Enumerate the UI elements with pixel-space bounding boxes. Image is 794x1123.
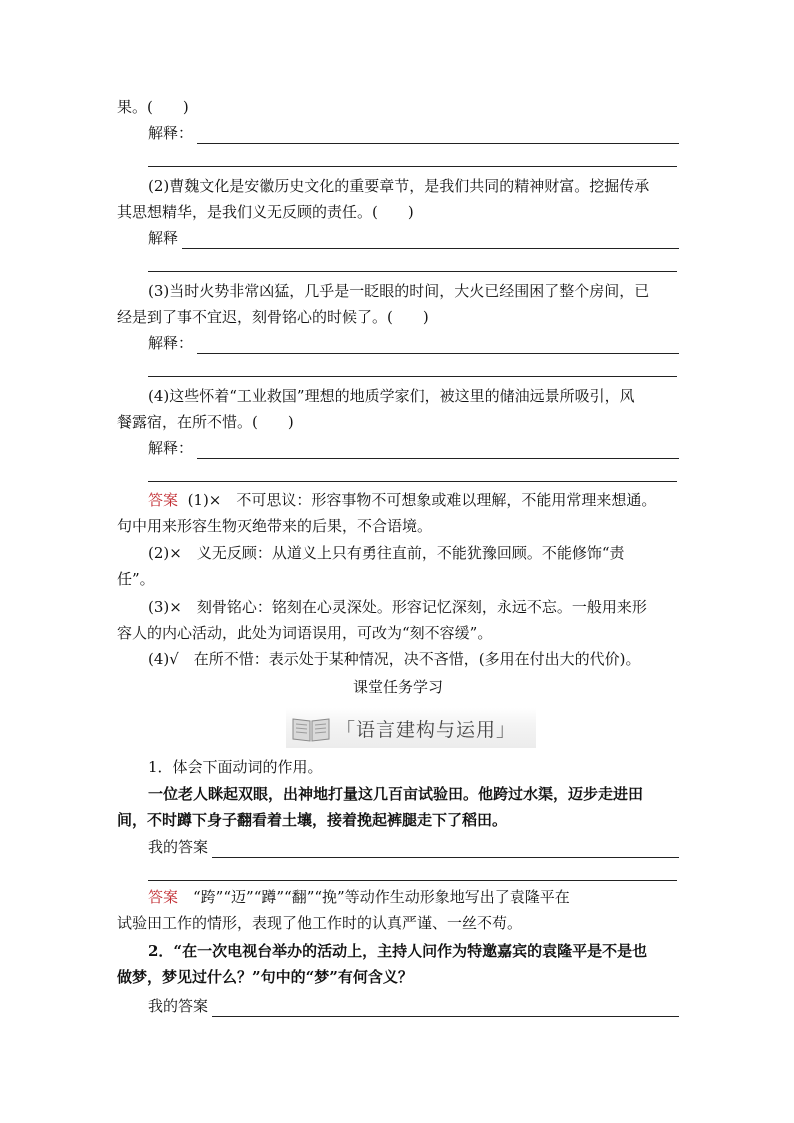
- answer-1-line2: 句中用来形容生物灭绝带来的后果，不合语境。: [117, 517, 433, 535]
- task1-my-answer-row: [148, 836, 679, 858]
- q3-line1: (3)当时火势非常凶猛，几乎是一眨眼的时间，大火已经围困了整个房间，已: [148, 282, 650, 300]
- task1-answer-line2: 试验田工作的情形，表现了他工作时的认真严谨、一丝不苟。: [117, 914, 523, 932]
- q3-line2: 经是到了事不宜迟，刻骨铭心的时候了。( ): [117, 308, 429, 326]
- answer-blank-line[interactable]: [182, 232, 679, 249]
- task1-text-line2: 间，不时蹲下身子翻看着土壤，接着挽起裤腿走下了稻田。: [117, 811, 508, 829]
- explain-label: 解释：: [148, 124, 194, 142]
- task1-title: 1．体会下面动词的作用。: [148, 758, 323, 776]
- explain-label: 解释: [148, 229, 179, 247]
- answer-2-line1: (2)× 义无反顾：从道义上只有勇往直前，不能犹豫回顾。不能修饰“责: [148, 544, 625, 562]
- task2-question-line1: 2．“在一次电视台举办的活动上，主持人问作为特邀嘉宾的袁隆平是不是也: [148, 942, 648, 960]
- banner-text: 「语言建构与运用」: [336, 718, 517, 741]
- task2-question-line2: 做梦，梦见过什么？”句中的“梦”有何含义？: [117, 968, 413, 986]
- q2-line2: 其思想精华，是我们义无反顾的责任。( ): [117, 203, 414, 221]
- my-answer-label: 我的答案: [148, 997, 209, 1015]
- answer-blank-line[interactable]: [212, 841, 679, 858]
- explain-label: 解释：: [148, 334, 194, 352]
- section-heading: 课堂任务学习: [352, 678, 443, 696]
- answer-blank-line[interactable]: [148, 166, 677, 167]
- answer-4-line1: (4)√ 在所不惜：表示处于某种情况，决不吝惜，(多用在付出大的代价)。: [148, 650, 641, 668]
- answer-blank-line[interactable]: [148, 376, 677, 377]
- answer-label: 答案: [148, 888, 179, 906]
- task2-my-answer-row: [148, 995, 679, 1017]
- answer-blank-line[interactable]: [148, 481, 677, 482]
- q3-explain-row: [148, 332, 679, 354]
- my-answer-label: 我的答案: [148, 838, 209, 856]
- answer-3-line2: 容人的内心活动，此处为词语误用，可改为“刻不容缓”。: [117, 624, 493, 642]
- q2-explain-row: [148, 227, 679, 249]
- answer-3-line1: (3)× 刻骨铭心：铭刻在心灵深处。形容记忆深刻，永远不忘。一般用来形: [148, 598, 647, 616]
- q4-line1: (4)这些怀着“工业救国”理想的地质学家们，被这里的储油远景所吸引，风: [148, 387, 635, 405]
- task1-text-line1: 一位老人眯起双眼，出神地打量这几百亩试验田。他跨过水渠，迈步走进田: [148, 785, 644, 803]
- answer-blank-line[interactable]: [197, 127, 679, 144]
- answer-blank-line[interactable]: [148, 271, 677, 272]
- answer-1-text: (1)× 不可思议：形容事物不可想象或难以理解，不能用常理来想通。: [187, 491, 657, 509]
- q1-line-tail: 果。( ): [117, 98, 189, 116]
- explain-label: 解释：: [148, 439, 194, 457]
- answer-blank-line[interactable]: [148, 880, 677, 881]
- task1-answer-line1: [148, 886, 679, 908]
- open-book-icon: [290, 713, 332, 743]
- answer-label: 答案: [148, 491, 179, 509]
- task1-answer-text: “跨”“迈”“蹲”“翻”“挽”等动作生动形象地写出了袁隆平在: [178, 888, 570, 906]
- answer-blank-line[interactable]: [197, 442, 679, 459]
- q4-explain-row: [148, 437, 679, 459]
- q1-explain-row: [148, 122, 679, 144]
- answer-blank-line[interactable]: [212, 1000, 679, 1017]
- section-banner: [286, 708, 536, 748]
- answer-1-line1: [148, 489, 679, 511]
- answer-blank-line[interactable]: [197, 337, 679, 354]
- q4-line2: 餐露宿，在所不惜。( ): [117, 413, 294, 431]
- q2-line1: (2)曹魏文化是安徽历史文化的重要章节，是我们共同的精神财富。挖掘传承: [148, 177, 650, 195]
- answer-2-line2: 任”。: [117, 570, 155, 588]
